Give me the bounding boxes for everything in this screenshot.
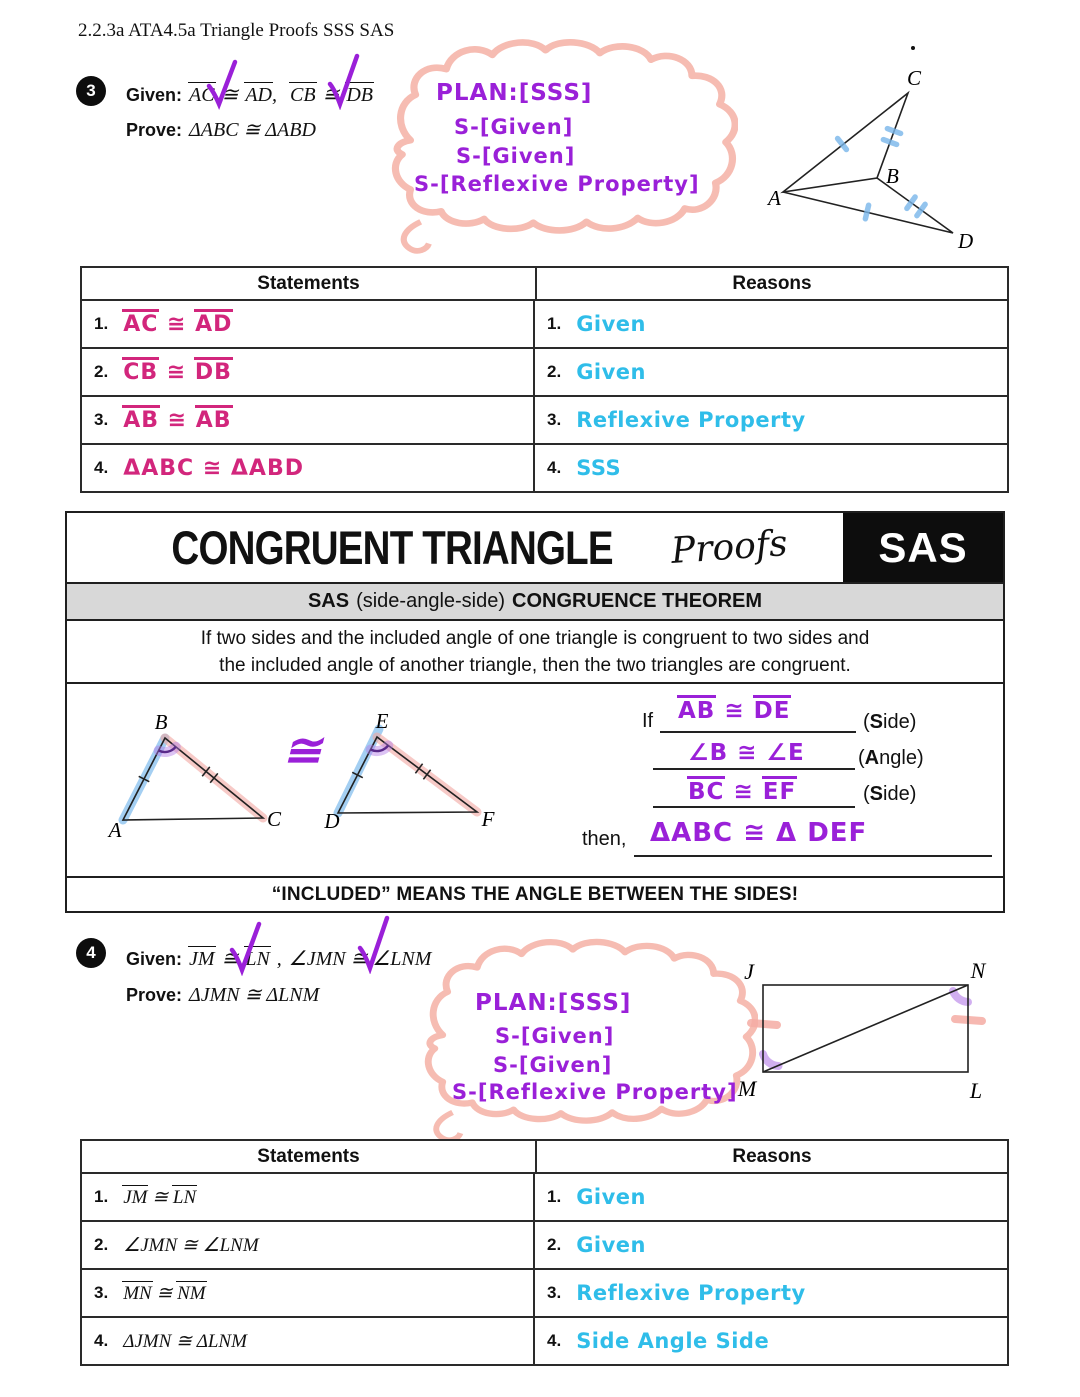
hw-segment: DE — [753, 698, 791, 724]
comma: , — [272, 84, 278, 106]
segment-LN: LN — [245, 948, 270, 970]
problem3-prove-line — [126, 117, 316, 142]
stray-dot — [911, 46, 915, 50]
congruent-symbol: ≅ — [152, 1186, 169, 1208]
row-number: 1. — [94, 314, 109, 333]
row-number: 2. — [94, 362, 109, 381]
plan-line: S-[Reflexive Property] — [452, 1080, 738, 1104]
plan-line: S-[Reflexive Property] — [414, 172, 700, 196]
rectangle-diagram — [735, 945, 1030, 1115]
hw-conclusion: ΔABC ≅ Δ DEF — [650, 818, 868, 848]
segment-CB: CB — [290, 84, 316, 106]
congruent-symbol: ≅ — [733, 779, 754, 805]
section-banner — [65, 511, 1005, 584]
vertex-label-m: M — [737, 1076, 757, 1101]
statement-segment: JM — [123, 1186, 148, 1208]
given-label: Given: — [126, 949, 183, 969]
segment-DB: DB — [346, 84, 374, 106]
theorem-text-box — [65, 619, 1005, 684]
if-label: If — [642, 710, 654, 732]
prove-label: Prove: — [126, 985, 183, 1005]
row-number: 4. — [547, 458, 562, 477]
given-label: Given: — [126, 85, 183, 105]
side-tag: (Side) — [863, 783, 917, 805]
statement-text: ΔJMN ≅ ΔLNM — [123, 1330, 247, 1352]
table-row — [82, 1270, 1007, 1318]
reason-text: Given — [576, 1233, 647, 1257]
table-row — [82, 445, 1007, 491]
table-row — [82, 1318, 1007, 1364]
statement-segment: NM — [177, 1282, 206, 1304]
page-title: 2.2.3a ATA4.5a Triangle Proofs SSS SAS — [78, 20, 395, 41]
row-number: 3. — [547, 1283, 562, 1302]
proof-table-1 — [80, 266, 1009, 493]
statement-segment: AC — [123, 311, 159, 337]
problem4-number-badge — [76, 938, 106, 968]
reason-text: Given — [576, 312, 647, 336]
vertex-label-d: D — [958, 229, 974, 253]
segment-AD: AD — [245, 84, 273, 106]
vertex-label-n: N — [970, 958, 986, 983]
row-number: 1. — [547, 314, 562, 333]
segment-JM: JM — [189, 948, 215, 970]
vertex-label-c: C — [266, 807, 282, 831]
congruent-symbol: ≅ — [724, 698, 745, 724]
theorem-subheader — [65, 582, 1005, 621]
statement-segment: DB — [194, 359, 232, 385]
check-icon — [356, 914, 392, 974]
congruent-symbol: ≅ — [167, 311, 187, 337]
congruent-symbol: ≅ — [221, 84, 239, 106]
row-number: 1. — [547, 1187, 562, 1206]
prove-statement: ΔJMN ≅ ΔLNM — [189, 984, 320, 1006]
plan-line: PLAN:[SSS] — [436, 80, 593, 106]
congruent-symbol-large: ≅ — [282, 725, 322, 776]
prove-label: Prove: — [126, 120, 183, 140]
check-icon — [228, 920, 264, 976]
statement-segment: AD — [195, 311, 233, 337]
prove-statement: ΔABC ≅ ΔABD — [189, 119, 316, 141]
table-header — [82, 268, 1007, 301]
problem3-number: 3 — [86, 81, 96, 100]
vertex-label-d: D — [324, 809, 340, 833]
row-number: 2. — [547, 362, 562, 381]
theorem-line: If two sides and the included angle of one triangle is congruent to two sides and — [200, 627, 870, 649]
vertex-label-c: C — [907, 66, 922, 90]
statements-header: Statements — [82, 1141, 537, 1172]
statement-segment: AB — [195, 407, 232, 433]
vertex-label-a: A — [768, 186, 781, 210]
plan-line: S-[Given] — [456, 144, 576, 168]
problem4-number: 4 — [86, 943, 96, 962]
theorem-line: the included angle of another triangle, then the two triangles are congruent. — [219, 654, 851, 676]
reasons-header: Reasons — [732, 272, 812, 294]
plan-line: PLAN:[SSS] — [475, 990, 632, 1016]
vertex-label-l: L — [969, 1078, 983, 1103]
row-number: 3. — [94, 1283, 109, 1302]
congruent-symbol: ≅ — [156, 1282, 173, 1304]
statement-text: ∠JMN ≅ ∠LNM — [123, 1234, 259, 1256]
table-header — [82, 1141, 1007, 1174]
row-number: 3. — [94, 410, 109, 429]
vertex-label-f: F — [481, 807, 495, 831]
blank-line — [634, 855, 992, 857]
congruent-symbol: ≅ — [167, 407, 188, 433]
banner-title-area — [67, 513, 843, 582]
statement-segment: AB — [123, 407, 159, 433]
reason-text: SSS — [576, 456, 622, 480]
then-label: then, — [582, 828, 627, 850]
vertex-label-a: A — [108, 818, 122, 842]
table-row — [82, 397, 1007, 445]
reason-text: Given — [576, 360, 647, 384]
row-number: 4. — [94, 458, 109, 477]
proof-table-2 — [80, 1139, 1009, 1366]
table-row — [82, 1222, 1007, 1270]
subheader-congruence: CONGRUENCE THEOREM — [512, 590, 763, 612]
kite-diagram — [750, 40, 1020, 255]
row-number: 2. — [547, 1235, 562, 1254]
sas-badge: SAS — [843, 513, 1003, 582]
hw-segment: AB — [678, 698, 716, 724]
statement-text: ΔABC ≅ ΔABD — [123, 455, 304, 481]
vertex-label-e: E — [375, 709, 389, 733]
reason-text: Reflexive Property — [576, 408, 806, 432]
highlight-tick-JM — [751, 1023, 777, 1025]
angle-tag: (Angle) — [858, 747, 924, 769]
tick-marks — [838, 129, 926, 219]
plan-line: S-[Given] — [495, 1024, 615, 1048]
congruent-symbol: ≅ — [166, 359, 187, 385]
problem4-prove-line — [126, 982, 319, 1007]
table-row — [82, 349, 1007, 397]
row-number: 4. — [94, 1331, 109, 1350]
vertex-label-b: B — [154, 710, 168, 734]
banner-title: CONGRUENT TRIANGLE — [171, 521, 613, 574]
plan-bubble-1 — [390, 36, 738, 254]
blank-line — [660, 731, 856, 733]
vertex-label-b: B — [886, 164, 899, 188]
side-tag: (Side) — [863, 711, 917, 733]
hw-segment: EF — [762, 779, 797, 805]
check-icon — [205, 58, 241, 110]
congruent-symbol: ≅ — [221, 948, 239, 970]
subheader-sas: SAS — [307, 590, 350, 612]
plan-line: S-[Given] — [493, 1053, 613, 1077]
reason-text: Given — [576, 1185, 647, 1209]
plan-line: S-[Given] — [454, 115, 574, 139]
plan-bubble-2 — [423, 936, 758, 1143]
row-number: 3. — [547, 410, 562, 429]
statement-segment: MN — [123, 1282, 152, 1304]
hw-angle-statement: ∠B ≅ ∠E — [688, 740, 805, 766]
congruent-triangles-figure — [65, 684, 605, 876]
statements-header: Statements — [82, 268, 537, 299]
statement-segment: CB — [123, 359, 159, 385]
congruent-symbol: ≅ — [322, 84, 340, 106]
included-note-bar — [65, 876, 1005, 913]
angle-mark-M — [763, 1054, 779, 1066]
table-row — [82, 1174, 1007, 1222]
blank-line — [653, 768, 855, 770]
vertex-label-j: J — [744, 959, 754, 984]
row-number: 2. — [94, 1235, 109, 1254]
subheader-paren: (side-angle-side) — [356, 590, 506, 612]
problem3-number-badge — [76, 76, 106, 106]
included-note-text: “INCLUDED” MEANS THE ANGLE BETWEEN THE SIDES! — [271, 883, 799, 905]
blank-line — [653, 806, 855, 808]
check-icon — [326, 52, 362, 110]
hw-segment: BC — [688, 779, 725, 805]
reason-text: Reflexive Property — [576, 1281, 806, 1305]
table-row — [82, 301, 1007, 349]
segment-AC: AC — [189, 84, 215, 106]
row-number: 4. — [547, 1331, 562, 1350]
angle-congruence: ∠JMN ≅ ∠LNM — [288, 948, 432, 970]
reasons-header: Reasons — [732, 1145, 812, 1167]
comma: , — [276, 948, 282, 970]
row-number: 1. — [94, 1187, 109, 1206]
banner-script-word: Proofs — [669, 522, 789, 573]
statement-segment: LN — [172, 1186, 197, 1208]
diagram-edges — [763, 985, 968, 1072]
reason-text: Side Angle Side — [576, 1329, 770, 1353]
angle-mark-N — [953, 991, 968, 1002]
